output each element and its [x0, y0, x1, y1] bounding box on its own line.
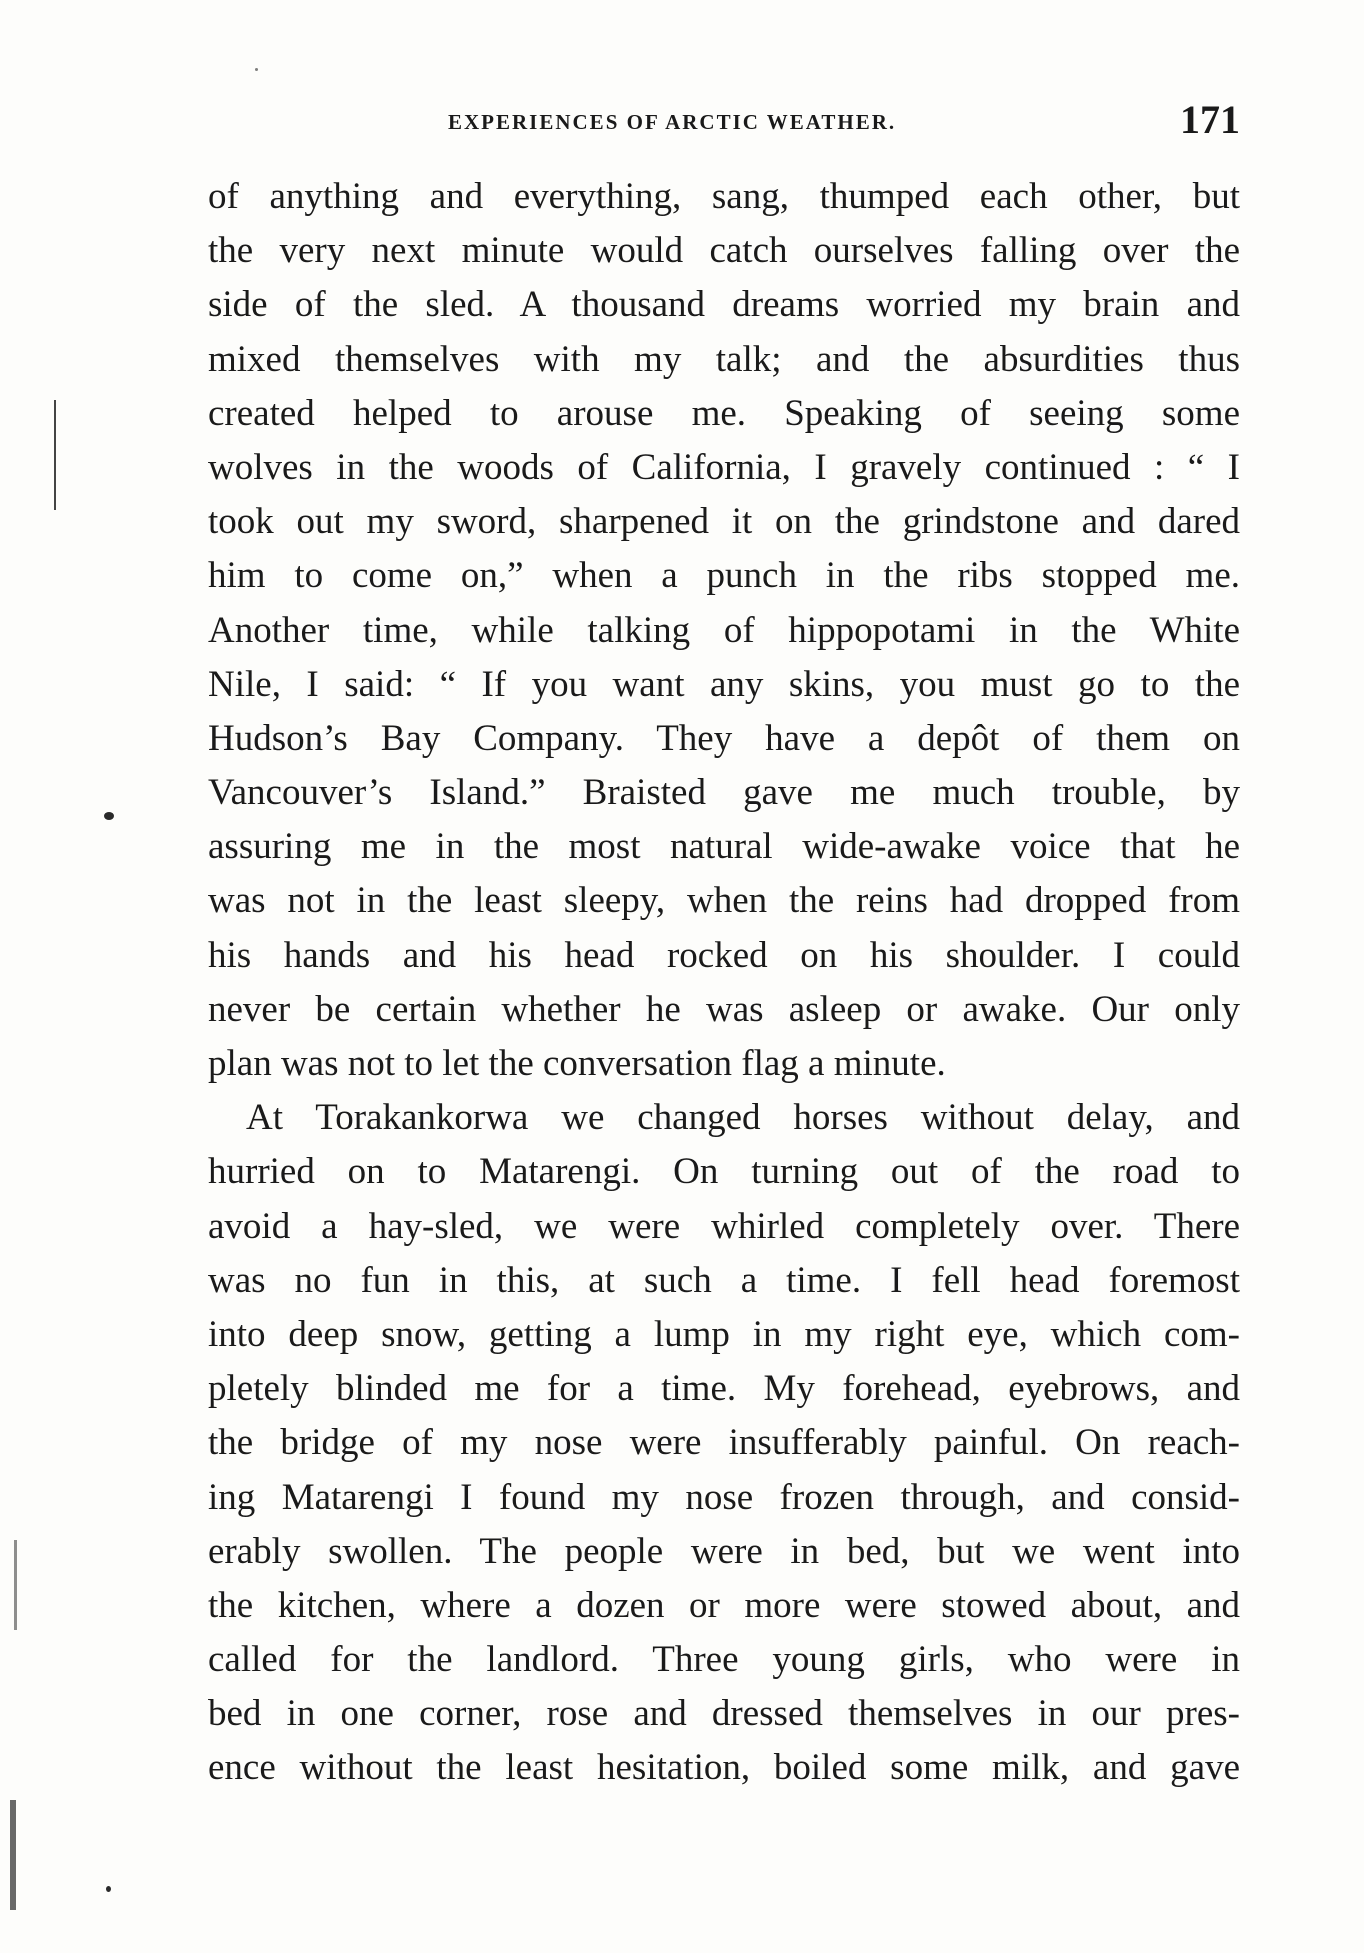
text-line: created helped to arouse me. Speaking of seeing some	[208, 392, 1240, 434]
ink-speck	[106, 1886, 111, 1892]
running-head	[208, 97, 1240, 150]
text-line: was not in the least sleepy, when the reins had dropped from	[208, 880, 1240, 922]
page-number: 171	[1180, 97, 1240, 142]
running-title: EXPERIENCES OF ARCTIC WEATHER.	[448, 110, 897, 134]
text-line: his hands and his head rocked on his shoulder. I could	[208, 934, 1240, 976]
text-line: of anything and everything, sang, thumped each other, but	[208, 176, 1240, 217]
text-line: avoid a hay-sled, we were whirled completely over. There	[208, 1205, 1240, 1247]
text-line: him to come on,” when a punch in the ribs stopped me.	[208, 555, 1240, 597]
text-line: the bridge of my nose were insufferably painful. On reach-	[208, 1422, 1240, 1464]
body-text	[208, 170, 1240, 1796]
text-line: bed in one corner, rose and dressed themselves in our pres-	[208, 1693, 1240, 1735]
text-line: ing Matarengi I found my nose frozen through, and consid-	[208, 1476, 1240, 1518]
paragraph	[208, 1091, 1240, 1795]
ink-speck	[104, 812, 114, 820]
text-line: the kitchen, where a dozen or more were stowed about, and	[208, 1584, 1240, 1626]
text-line: called for the landlord. Three young girls, who were in	[208, 1639, 1240, 1681]
text-line: plan was not to let the conversation flag a minute.	[208, 1043, 946, 1084]
text-line: At Torakankorwa we changed horses without delay, and	[246, 1097, 1240, 1139]
scan-artifact	[54, 400, 56, 510]
text-line: Nile, I said: “ If you want any skins, you must go to the	[208, 663, 1240, 705]
text-line: the very next minute would catch ourselves falling over the	[208, 230, 1240, 272]
text-line: Hudson’s Bay Company. They have a depôt of them on	[208, 717, 1240, 759]
text-line: never be certain whether he was asleep or awake. Our only	[208, 988, 1240, 1030]
text-line: into deep snow, getting a lump in my right eye, which com-	[208, 1313, 1240, 1355]
text-line: hurried on to Matarengi. On turning out of the road to	[208, 1151, 1240, 1193]
scan-artifact	[10, 1800, 16, 1910]
text-line: wolves in the woods of California, I gravely continued : “ I	[208, 446, 1240, 488]
text-line: pletely blinded me for a time. My forehead, eyebrows, and	[208, 1368, 1240, 1410]
scan-artifact	[14, 1540, 17, 1630]
text-line: Vancouver’s Island.” Braisted gave me much trouble, by	[208, 772, 1240, 814]
text-line: erably swollen. The people were in bed, but we went into	[208, 1530, 1240, 1572]
text-line: side of the sled. A thousand dreams worried my brain and	[208, 284, 1240, 326]
text-line: took out my sword, sharpened it on the grindstone and dared	[208, 501, 1240, 543]
text-line: assuring me in the most natural wide-awake voice that he	[208, 826, 1240, 868]
ink-speck	[255, 68, 258, 71]
text-line: mixed themselves with my talk; and the absurdities thus	[208, 338, 1240, 380]
paragraph	[208, 170, 1240, 1091]
text-line: Another time, while talking of hippopotami in the White	[208, 609, 1240, 651]
text-line: was no fun in this, at such a time. I fell head foremost	[208, 1259, 1240, 1301]
text-line: ence without the least hesitation, boiled some milk, and gave	[208, 1747, 1240, 1789]
